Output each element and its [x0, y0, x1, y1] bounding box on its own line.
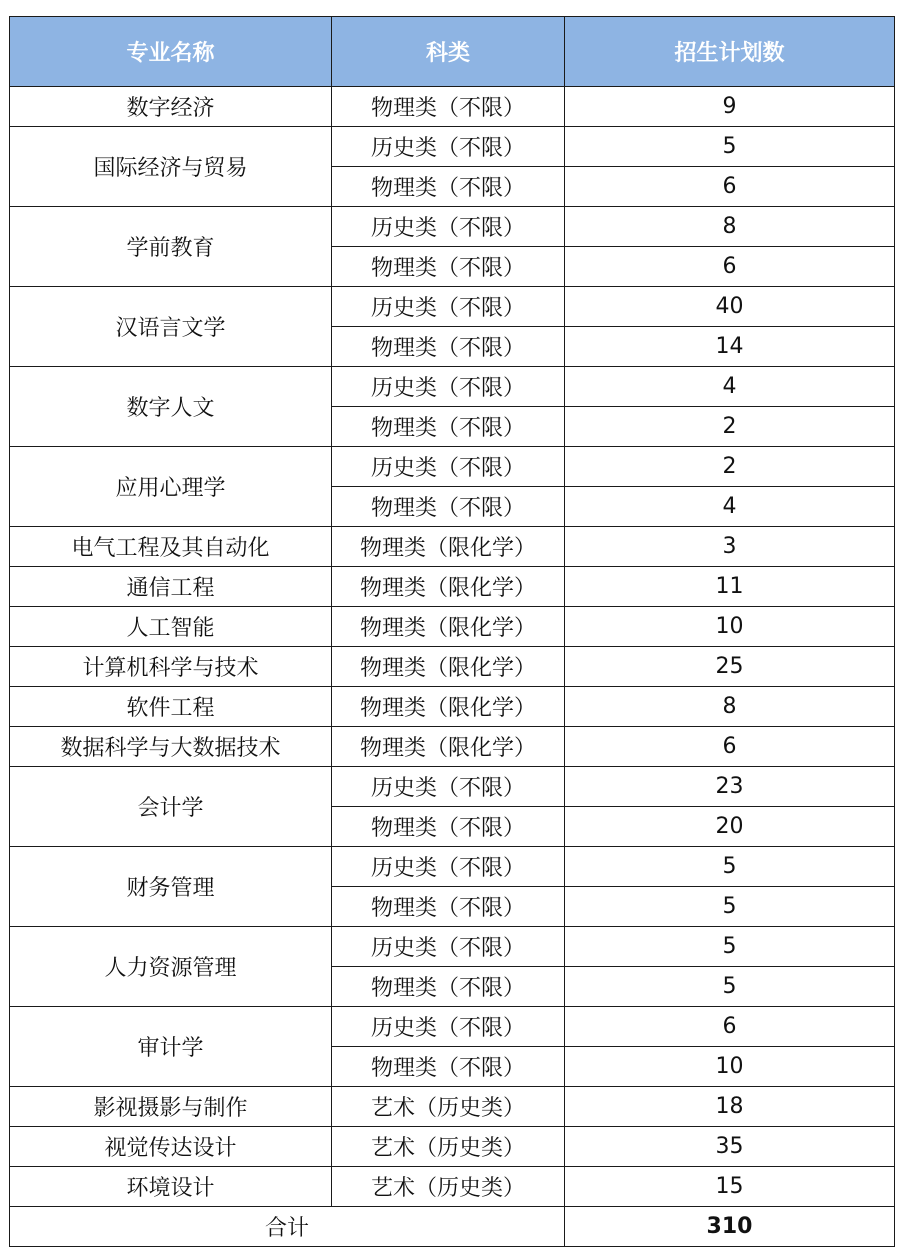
plan-count-cell: 23: [565, 767, 895, 807]
table-row: [10, 1167, 895, 1207]
table-row: [10, 1087, 895, 1127]
plan-count-cell: 14: [565, 327, 895, 367]
major-name-cell: 学前教育: [10, 207, 332, 287]
major-name-cell: 数字经济: [10, 87, 332, 127]
plan-count-cell: 6: [565, 247, 895, 287]
major-name-cell: 人力资源管理: [10, 927, 332, 1007]
category-cell: 物理类（不限）: [332, 327, 565, 367]
plan-count-cell: 6: [565, 167, 895, 207]
plan-count-cell: 5: [565, 127, 895, 167]
table-row: [10, 1007, 895, 1047]
major-name-cell: 人工智能: [10, 607, 332, 647]
plan-count-cell: 25: [565, 647, 895, 687]
major-name-cell: 财务管理: [10, 847, 332, 927]
table-header-row: [10, 17, 895, 87]
major-name-cell: 计算机科学与技术: [10, 647, 332, 687]
table-row: [10, 647, 895, 687]
category-cell: 艺术（历史类）: [332, 1167, 565, 1207]
major-name-cell: 影视摄影与制作: [10, 1087, 332, 1127]
major-name-cell: 电气工程及其自动化: [10, 527, 332, 567]
major-name-cell: 通信工程: [10, 567, 332, 607]
category-cell: 艺术（历史类）: [332, 1127, 565, 1167]
major-name-cell: 视觉传达设计: [10, 1127, 332, 1167]
category-cell: 物理类（不限）: [332, 1047, 565, 1087]
category-cell: 历史类（不限）: [332, 847, 565, 887]
plan-count-cell: 10: [565, 607, 895, 647]
plan-count-cell: 6: [565, 727, 895, 767]
table-row: [10, 527, 895, 567]
header-major: 专业名称: [10, 17, 332, 87]
plan-count-cell: 5: [565, 847, 895, 887]
table-row: [10, 87, 895, 127]
category-cell: 物理类（限化学）: [332, 687, 565, 727]
plan-count-cell: 8: [565, 687, 895, 727]
plan-count-cell: 11: [565, 567, 895, 607]
category-cell: 物理类（不限）: [332, 167, 565, 207]
table-row: [10, 367, 895, 407]
table-row: [10, 847, 895, 887]
category-cell: 物理类（限化学）: [332, 567, 565, 607]
plan-count-cell: 6: [565, 1007, 895, 1047]
header-category: 科类: [332, 17, 565, 87]
category-cell: 物理类（限化学）: [332, 527, 565, 567]
category-cell: 历史类（不限）: [332, 927, 565, 967]
major-name-cell: 国际经济与贸易: [10, 127, 332, 207]
plan-count-cell: 20: [565, 807, 895, 847]
total-label: 合计: [10, 1207, 565, 1247]
category-cell: 物理类（不限）: [332, 87, 565, 127]
table-row: [10, 567, 895, 607]
plan-count-cell: 35: [565, 1127, 895, 1167]
major-name-cell: 汉语言文学: [10, 287, 332, 367]
plan-count-cell: 40: [565, 287, 895, 327]
table-row: [10, 127, 895, 167]
category-cell: 历史类（不限）: [332, 287, 565, 327]
major-name-cell: 应用心理学: [10, 447, 332, 527]
table-row: [10, 767, 895, 807]
plan-count-cell: 5: [565, 887, 895, 927]
table-body: [10, 87, 895, 1247]
total-row: [10, 1207, 895, 1247]
category-cell: 物理类（不限）: [332, 967, 565, 1007]
major-name-cell: 数字人文: [10, 367, 332, 447]
plan-count-cell: 2: [565, 447, 895, 487]
major-name-cell: 数据科学与大数据技术: [10, 727, 332, 767]
plan-count-cell: 8: [565, 207, 895, 247]
category-cell: 物理类（限化学）: [332, 607, 565, 647]
table-row: [10, 927, 895, 967]
category-cell: 物理类（不限）: [332, 247, 565, 287]
category-cell: 物理类（限化学）: [332, 727, 565, 767]
plan-count-cell: 4: [565, 487, 895, 527]
category-cell: 历史类（不限）: [332, 767, 565, 807]
plan-count-cell: 5: [565, 927, 895, 967]
plan-count-cell: 15: [565, 1167, 895, 1207]
category-cell: 艺术（历史类）: [332, 1087, 565, 1127]
major-name-cell: 审计学: [10, 1007, 332, 1087]
category-cell: 历史类（不限）: [332, 207, 565, 247]
category-cell: 历史类（不限）: [332, 367, 565, 407]
category-cell: 物理类（不限）: [332, 807, 565, 847]
table-row: [10, 207, 895, 247]
table-row: [10, 607, 895, 647]
plan-count-cell: 3: [565, 527, 895, 567]
category-cell: 历史类（不限）: [332, 447, 565, 487]
header-plan-count: 招生计划数: [565, 17, 895, 87]
category-cell: 物理类（不限）: [332, 887, 565, 927]
enrollment-plan-table: [9, 16, 895, 1247]
total-value: 310: [565, 1207, 895, 1247]
category-cell: 历史类（不限）: [332, 127, 565, 167]
major-name-cell: 会计学: [10, 767, 332, 847]
plan-count-cell: 5: [565, 967, 895, 1007]
category-cell: 历史类（不限）: [332, 1007, 565, 1047]
plan-count-cell: 9: [565, 87, 895, 127]
table-row: [10, 447, 895, 487]
plan-count-cell: 2: [565, 407, 895, 447]
table-row: [10, 1127, 895, 1167]
major-name-cell: 环境设计: [10, 1167, 332, 1207]
table-row: [10, 727, 895, 767]
category-cell: 物理类（不限）: [332, 407, 565, 447]
category-cell: 物理类（不限）: [332, 487, 565, 527]
category-cell: 物理类（限化学）: [332, 647, 565, 687]
plan-count-cell: 18: [565, 1087, 895, 1127]
table-row: [10, 287, 895, 327]
plan-count-cell: 10: [565, 1047, 895, 1087]
table-row: [10, 687, 895, 727]
major-name-cell: 软件工程: [10, 687, 332, 727]
plan-count-cell: 4: [565, 367, 895, 407]
